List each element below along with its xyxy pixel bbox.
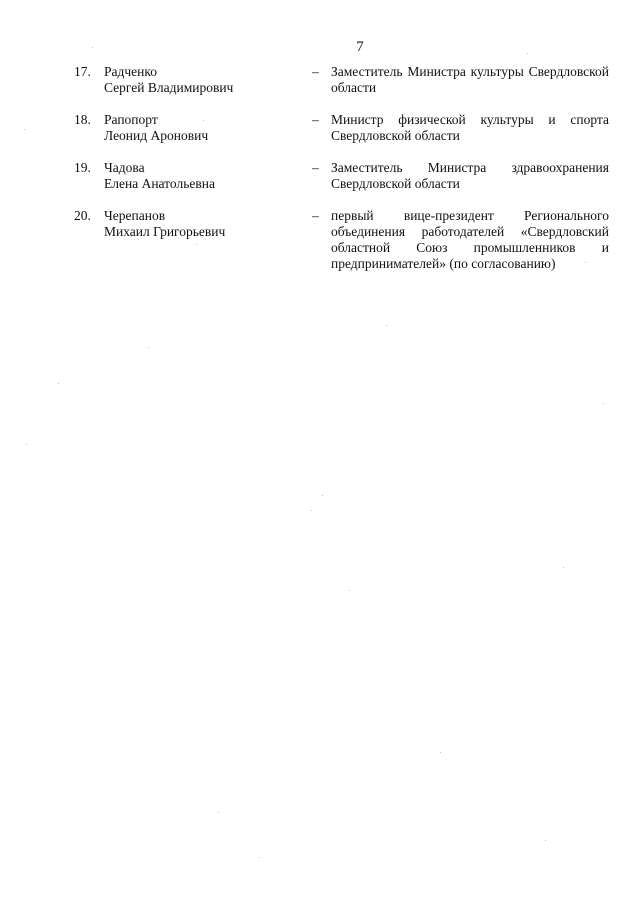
person-name — [104, 112, 304, 144]
person-name — [104, 64, 304, 96]
person-name — [104, 208, 304, 240]
person-surname: Чадова — [104, 160, 145, 175]
list-item — [0, 64, 640, 96]
list-item — [0, 160, 640, 192]
person-name — [104, 160, 304, 192]
person-surname: Радченко — [104, 64, 157, 79]
person-surname: Черепанов — [104, 208, 166, 223]
item-number: 20. — [74, 208, 91, 223]
person-given-names: Михаил Григорьевич — [104, 224, 226, 239]
item-number: 17. — [74, 64, 91, 79]
separator-dash: – — [312, 160, 319, 175]
list-item — [0, 208, 640, 272]
person-given-names: Сергей Владимирович — [104, 80, 234, 95]
list-item — [0, 112, 640, 144]
person-position: первый вице-президент Регионального объединения работодателей «Свердловский областной Союз промышленников и предпринимателей» (по согласованию) — [331, 208, 609, 271]
person-position: Заместитель Министра культуры Свердловской области — [331, 64, 609, 95]
separator-dash: – — [312, 64, 319, 79]
person-position: Министр физической культуры и спорта Свердловской области — [331, 112, 609, 143]
member-list — [0, 64, 640, 288]
separator-dash: – — [312, 208, 319, 223]
item-number: 19. — [74, 160, 91, 175]
person-position: Заместитель Министра здравоохранения Свердловской области — [331, 160, 609, 191]
person-given-names: Елена Анатольевна — [104, 176, 215, 191]
person-given-names: Леонид Аронович — [104, 128, 209, 143]
item-number: 18. — [74, 112, 91, 127]
separator-dash: – — [312, 112, 319, 127]
page-number: 7 — [356, 39, 364, 55]
person-surname: Рапопорт — [104, 112, 158, 127]
